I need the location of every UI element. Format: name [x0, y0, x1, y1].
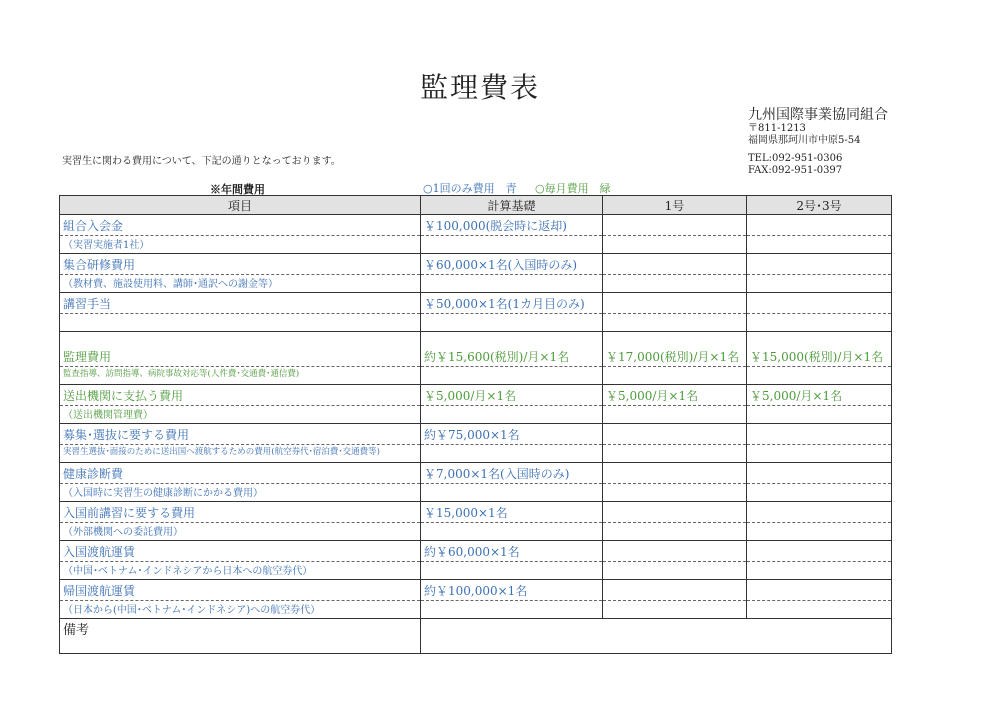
- fee-grade1: [603, 580, 747, 601]
- fee-grade1: ￥17,000(税別)/月×1名: [603, 332, 747, 367]
- fee-basis: ￥7,000×1名(入国時のみ): [421, 463, 603, 484]
- fee-grade23: [747, 463, 892, 484]
- remarks-content: [421, 619, 892, 654]
- table-row-note: [60, 523, 892, 541]
- header-grade23: 2号･3号: [747, 196, 892, 215]
- fee-basis: ￥50,000×1名(1カ月目のみ): [421, 293, 603, 314]
- fee-grade1: [603, 293, 747, 314]
- fee-note: 実習生選抜･面接のために送出国へ渡航するための費用(航空券代･宿泊費･交通費等): [60, 445, 421, 463]
- header-basis: 計算基礎: [421, 196, 603, 215]
- table-row-note: [60, 236, 892, 254]
- fee-grade23: [747, 293, 892, 314]
- fee-grade1: [603, 215, 747, 236]
- fee-note: （教材費、施設使用料、講師･通訳への謝金等）: [60, 275, 421, 293]
- org-postal: 〒811-1213: [748, 123, 806, 134]
- fee-basis: 約￥75,000×1名: [421, 424, 603, 445]
- table-row: [60, 293, 892, 314]
- fee-note: （送出機関管理費）: [60, 406, 421, 424]
- fee-grade23: [747, 424, 892, 445]
- header-item: 項目: [60, 196, 421, 215]
- remarks-row: [60, 619, 892, 654]
- fee-table: [59, 195, 892, 654]
- table-row: [60, 463, 892, 484]
- table-row-note: [60, 275, 892, 293]
- fee-grade23: [747, 254, 892, 275]
- fee-name: 募集･選抜に要する費用: [60, 424, 421, 445]
- page-title: 監理費表: [419, 71, 540, 104]
- fee-name: 送出機関に支払う費用: [60, 385, 421, 406]
- fee-name: 健康診断費: [60, 463, 421, 484]
- fee-name: 入国渡航運賃: [60, 541, 421, 562]
- table-row: [60, 580, 892, 601]
- table-row-note: [60, 562, 892, 580]
- remarks-label: 備考: [60, 619, 421, 654]
- fee-name: 集合研修費用: [60, 254, 421, 275]
- fee-grade1: [603, 541, 747, 562]
- fee-note: （日本から(中国･ベトナム･インドネシア)への航空券代）: [60, 601, 421, 619]
- section-label: ※年間費用: [210, 183, 265, 196]
- fee-name: 監理費用: [60, 332, 421, 367]
- fee-grade1: [603, 502, 747, 523]
- fee-grade1: [603, 463, 747, 484]
- table-row: [60, 215, 892, 236]
- fee-grade23: [747, 215, 892, 236]
- fee-basis: 約￥100,000×1名: [421, 580, 603, 601]
- fee-basis: ￥60,000×1名(入国時のみ): [421, 254, 603, 275]
- intro-text: 実習生に関わる費用について、下記の通りとなっております。: [62, 156, 341, 167]
- fee-grade23: ￥15,000(税別)/月×1名: [747, 332, 892, 367]
- fee-name: 帰国渡航運賃: [60, 580, 421, 601]
- table-row: [60, 541, 892, 562]
- legend-green: ○毎月費用 緑: [535, 182, 611, 195]
- fee-grade1: [603, 254, 747, 275]
- fee-note: （外部機関への委託費用）: [60, 523, 421, 541]
- fee-note: （実習実施者1社）: [60, 236, 421, 254]
- fee-name: 入国前講習に要する費用: [60, 502, 421, 523]
- table-row: [60, 502, 892, 523]
- table-row-note: [60, 601, 892, 619]
- table-row: [60, 254, 892, 275]
- fee-note: （入国時に実習生の健康診断にかかる費用）: [60, 484, 421, 502]
- header-grade1: 1号: [603, 196, 747, 215]
- fee-name: 講習手当: [60, 293, 421, 314]
- fee-grade1: [603, 424, 747, 445]
- fee-name: 組合入会金: [60, 215, 421, 236]
- fee-basis: ￥15,000×1名: [421, 502, 603, 523]
- fee-basis: ￥5,000/月×1名: [421, 385, 603, 406]
- fee-basis: ￥100,000(脱会時に返却): [421, 215, 603, 236]
- table-row: [60, 332, 892, 367]
- org-name: 九州国際事業協同組合: [748, 107, 888, 123]
- table-row: [60, 385, 892, 406]
- org-fax: FAX:092-951-0397: [748, 165, 843, 176]
- fee-note: （中国･ベトナム･インドネシアから日本への航空券代）: [60, 562, 421, 580]
- table-row-note: [60, 445, 892, 463]
- org-tel: TEL:092-951-0306: [748, 153, 843, 164]
- table-header-row: [60, 196, 892, 215]
- table-row-note: [60, 484, 892, 502]
- fee-basis: 約￥15,600(税別)/月×1名: [421, 332, 603, 367]
- legend-blue: ○1回のみ費用 青: [423, 182, 517, 195]
- fee-note: [60, 314, 421, 332]
- fee-grade23: [747, 541, 892, 562]
- org-address: 福岡県那珂川市中原5-54: [748, 135, 861, 146]
- fee-basis: 約￥60,000×1名: [421, 541, 603, 562]
- table-row-note: [60, 406, 892, 424]
- table-row: [60, 424, 892, 445]
- fee-grade23: ￥5,000/月×1名: [747, 385, 892, 406]
- table-row-note: [60, 314, 892, 332]
- fee-grade23: [747, 580, 892, 601]
- fee-grade1: ￥5,000/月×1名: [603, 385, 747, 406]
- fee-grade23: [747, 502, 892, 523]
- table-row-note: [60, 367, 892, 385]
- fee-note: 監査指導、訪問指導、病院事故対応等(人件費･交通費･通信費): [60, 367, 421, 385]
